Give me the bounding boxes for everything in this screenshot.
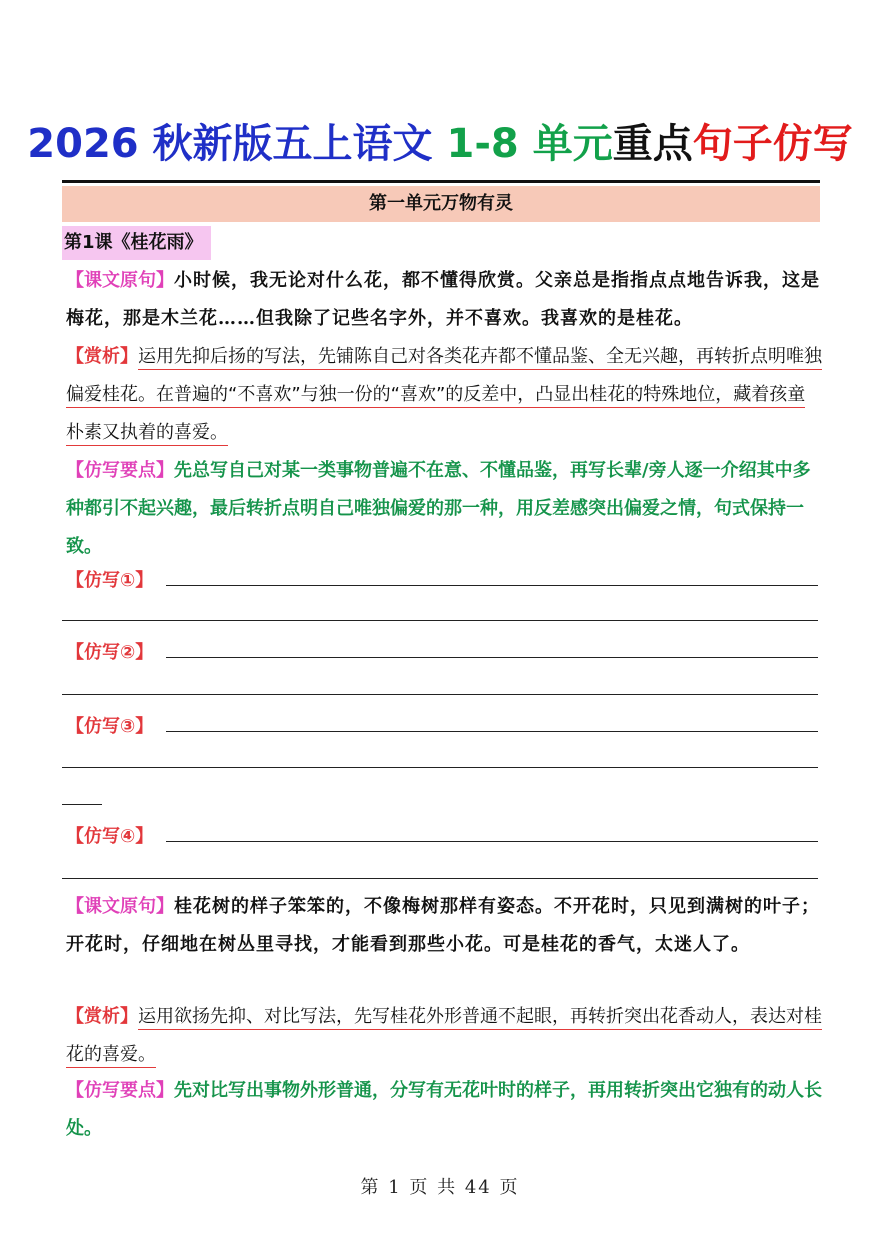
lesson-heading: 第1课《桂花雨》 bbox=[62, 226, 211, 260]
analysis-2 bbox=[66, 998, 822, 1074]
analysis-text: 运用先抑后扬的写法，先铺陈自己对各类花卉都不懂品鉴、全无兴趣，再转折点明唯独偏爱桂花。在普遍的“不喜欢”与独一份的“喜欢”的反差中，凸显出桂花的特殊地位，藏着孩童朴素又执着的喜爱。 bbox=[66, 346, 822, 446]
title-part-1: 2026 秋新版五上语文 bbox=[27, 121, 433, 167]
unit-heading: 第一单元万物有灵 bbox=[62, 186, 820, 222]
original-text: 桂花树的样子笨笨的，不像梅树那样有姿态。不开花时，只见到满树的叶子；开花时，仔细地在树丛里寻找，才能看到那些小花。可是桂花的香气，太迷人了。 bbox=[66, 896, 820, 955]
original-sentence-1 bbox=[66, 262, 822, 338]
writing-point-1 bbox=[66, 452, 822, 566]
answer-line[interactable] bbox=[62, 804, 102, 805]
point-label: 【仿写要点】 bbox=[66, 460, 174, 481]
point-text: 先对比写出事物外形普通，分写有无花叶时的样子，再用转折突出它独有的动人长处。 bbox=[66, 1080, 822, 1139]
practice-label-2: 【仿写②】 bbox=[66, 642, 154, 663]
page-number: 第 1 页 共 44 页 bbox=[360, 1177, 520, 1198]
analysis-label: 【赏析】 bbox=[66, 1006, 138, 1027]
original-sentence-2 bbox=[66, 888, 822, 964]
original-label: 【课文原句】 bbox=[66, 896, 174, 917]
point-text: 先总写自己对某一类事物普遍不在意、不懂品鉴，再写长辈/旁人逐一介绍其中多种都引不起兴趣，最后转折点明自己唯独偏爱的那一种，用反差感突出偏爱之情，句式保持一致。 bbox=[66, 460, 811, 557]
title-part-3: 重点 bbox=[612, 121, 693, 167]
title-part-4: 句子仿写 bbox=[692, 121, 853, 167]
answer-line[interactable] bbox=[166, 731, 818, 732]
original-label: 【课文原句】 bbox=[66, 270, 174, 291]
analysis-text: 运用欲扬先抑、对比写法，先写桂花外形普通不起眼，再转折突出花香动人，表达对桂花的喜爱。 bbox=[66, 1006, 822, 1068]
answer-line[interactable] bbox=[62, 620, 818, 621]
title-divider bbox=[62, 180, 820, 183]
original-text: 小时候，我无论对什么花，都不懂得欣赏。父亲总是指指点点地告诉我，这是梅花，那是木兰花……但我除了记些名字外，并不喜欢。我喜欢的是桂花。 bbox=[66, 270, 820, 329]
writing-point-2 bbox=[66, 1072, 822, 1148]
point-label: 【仿写要点】 bbox=[66, 1080, 174, 1101]
practice-label-1: 【仿写①】 bbox=[66, 570, 154, 591]
analysis-label: 【赏析】 bbox=[66, 346, 138, 367]
answer-line[interactable] bbox=[62, 878, 818, 879]
practice-label-3: 【仿写③】 bbox=[66, 716, 154, 737]
answer-line[interactable] bbox=[62, 767, 818, 768]
analysis-1 bbox=[66, 338, 822, 452]
title-part-2: 1-8 单元 bbox=[446, 121, 613, 167]
practice-label-4: 【仿写④】 bbox=[66, 826, 154, 847]
page-title bbox=[0, 112, 880, 169]
answer-line[interactable] bbox=[166, 657, 818, 658]
answer-line[interactable] bbox=[166, 585, 818, 586]
answer-line[interactable] bbox=[62, 694, 818, 695]
answer-line[interactable] bbox=[166, 841, 818, 842]
